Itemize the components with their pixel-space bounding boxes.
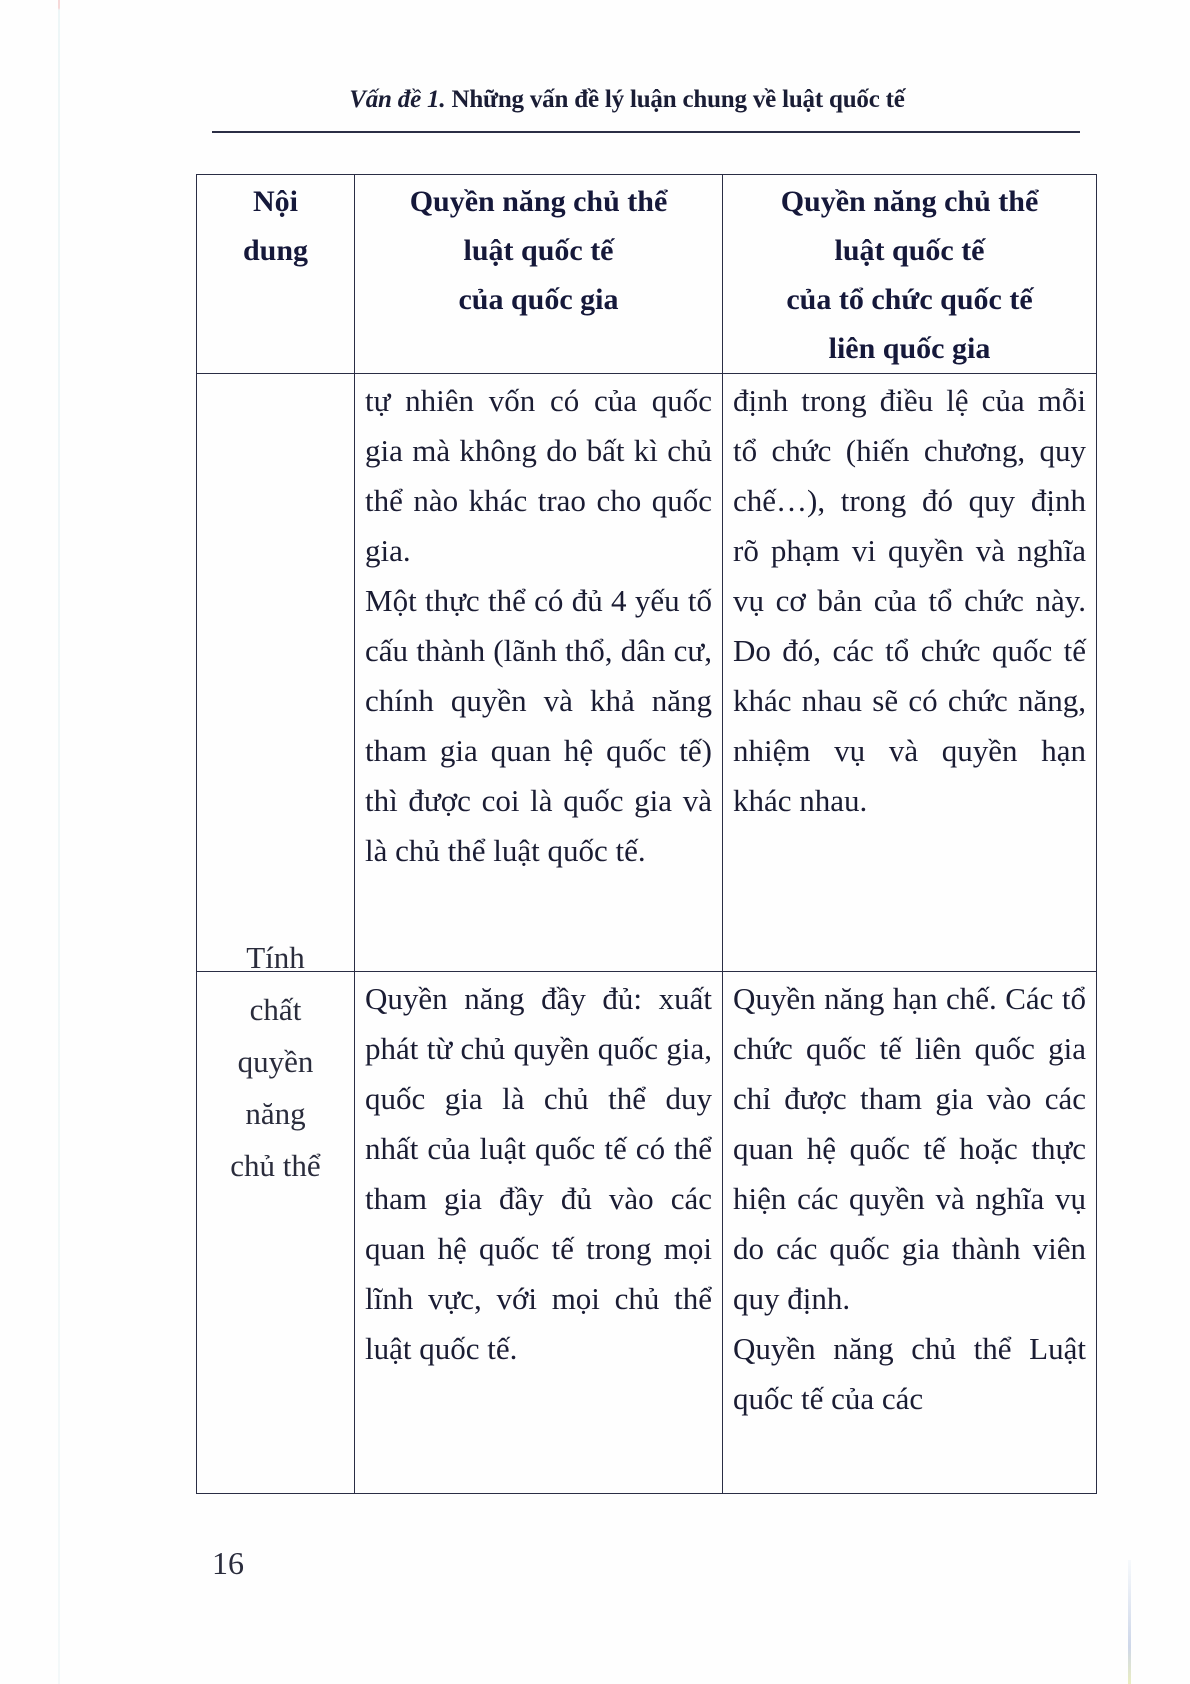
row-label-cell (197, 374, 355, 972)
row-label-line: Tính (246, 940, 305, 975)
page-edge-left (58, 0, 60, 1684)
table-row (197, 374, 1097, 972)
header-content-line: Nội (253, 185, 298, 218)
comparison-table (196, 174, 1097, 1494)
organization-paragraph: định trong điều lệ của mỗi tổ chức (hiến chương, quy chế…), trong đó quy định rõ phạm vi quyền và nghĩa vụ cơ bản của tổ chức này. Do đó, các tổ chức quốc tế khác nhau sẽ có chức năng, nhiệm vụ và quyền hạn khác nhau. (733, 383, 1086, 818)
state-paragraph: Một thực thể có đủ 4 yếu tố cấu thành (lãnh thổ, dân cư, chính quyền và khả năng tham gia quan hệ quốc tế) thì được coi là quốc gia và là chủ thể luật quốc tế. (365, 583, 712, 868)
header-organization-line: liên quốc gia (828, 332, 991, 365)
row-label-line: chất (249, 992, 302, 1027)
row-label-line: quyền (237, 1044, 314, 1079)
header-content (197, 175, 355, 374)
table-row (197, 972, 1097, 1494)
running-header (212, 86, 1042, 114)
organization-paragraph: Quyền năng chủ thể Luật quốc tế của các (733, 1331, 1086, 1416)
header-state-line: Quyền năng chủ thể (409, 185, 668, 218)
state-paragraph: Quyền năng đầy đủ: xuất phát từ chủ quyền quốc gia, quốc gia là chủ thể duy nhất của luật quốc tế có thể tham gia đầy đủ vào các quan hệ quốc tế trong mọi lĩnh vực, với mọi chủ thể luật quốc tế. (365, 981, 712, 1366)
state-cell (355, 374, 723, 972)
header-state-line: của quốc gia (458, 283, 619, 316)
header-organization-line: Quyền năng chủ thể (780, 185, 1039, 218)
page-number: 16 (212, 1545, 244, 1581)
row-label-line: năng (245, 1096, 306, 1131)
organization-cell (723, 972, 1097, 1494)
running-header-title: Những vấn đề lý luận chung về luật quốc tế (451, 86, 905, 113)
running-header-issue-label: Vấn đề 1. (349, 86, 446, 113)
organization-paragraph: Quyền năng hạn chế. Các tổ chức quốc tế liên quốc gia chỉ được tham gia vào các quan hệ quốc tế hoặc thực hiện các quyền và nghĩa vụ do các quốc gia thành viên quy định. (733, 981, 1086, 1316)
header-rule (212, 131, 1080, 133)
header-state-line: luật quốc tế (463, 234, 614, 267)
state-paragraph: tự nhiên vốn có của quốc gia mà không do bất kì chủ thể nào khác trao cho quốc gia. (365, 383, 712, 568)
state-cell (355, 972, 723, 1494)
row-label-line: chủ thể (230, 1148, 321, 1183)
header-organization (723, 175, 1097, 374)
header-content-line: dung (242, 234, 309, 267)
header-state (355, 175, 723, 374)
header-organization-line: của tổ chức quốc tế (786, 283, 1033, 316)
row-label (197, 932, 354, 1192)
header-organization-line: luật quốc tế (834, 234, 985, 267)
row-label-cell (197, 940, 355, 1494)
page-edge-right (1128, 1560, 1131, 1684)
table-header-row (197, 175, 1097, 374)
organization-cell (723, 374, 1097, 972)
